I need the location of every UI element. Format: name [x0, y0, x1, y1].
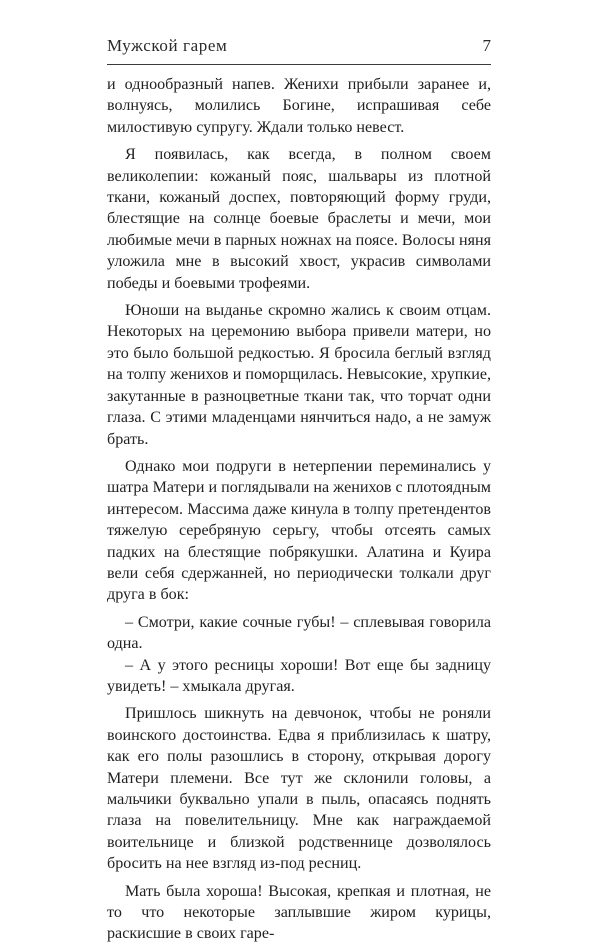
- page-header: [107, 36, 491, 62]
- dialogue-line: – Смотри, какие сочные губы! – сплевывая говорила одна.: [107, 613, 491, 653]
- dialogue-line: – А у этого ресницы хороши! Вот еще бы задницу увидеть! – хмыкала другая.: [107, 656, 491, 695]
- paragraph: Юноши на выданье скромно жались к своим отцам. Некоторых на церемонию выбора привели матери, но это было большой редкостью. Я бросила беглый взгляд на толпу женихов и поморщилась. Невысокие, хрупкие, закутанные в разноцветные ткани так, что торчат одни глаза. С этими младенцами нянчиться надо, а не замуж брать.: [107, 302, 491, 448]
- running-title: Мужской гарем: [107, 36, 228, 55]
- header-rule: [107, 64, 491, 65]
- paragraph: Мать была хороша! Высокая, крепкая и плотная, не то что некоторые заплывшие жиром курицы, раскисшие в своих гаре-: [107, 882, 491, 943]
- page-number: 7: [482, 36, 491, 55]
- body-text: [107, 74, 491, 951]
- paragraph: и однообразный напев. Женихи прибыли заранее и, волнуясь, молились Богине, испрашивая себе милостивую супругу. Ждали только невест.: [107, 76, 491, 136]
- paragraph: Однако мои подруги в нетерпении переминались у шатра Матери и поглядывали на женихов с плотоядным интересом. Массима даже кинула в толпу претендентов тяжелую серебряную серьгу, чтобы отсеять самых падких на блестящие побрякушки. Алатина и Куира вели себя сдержанней, но периодически толкали друг друга в бок:: [107, 457, 491, 604]
- paragraph: Пришлось шикнуть на девчонок, чтобы не роняли воинского достоинства. Едва я приблизилась к шатру, как его полы разошлись в сторону, открывая дорогу Матери племени. Все тут же склонили головы, а мальчики буквально упали в пыль, опасаясь поднять глаза на повелительницу. Мне как награждаемой воительнице и близкой родственнице дозволялось бросить на нее взгляд из-под ресниц.: [107, 705, 491, 873]
- paragraph: Я появилась, как всегда, в полном своем великолепии: кожаный пояс, шальвары из плотной ткани, кожаный доспех, повторяющий форму груди, блестящие на солнце боевые браслеты и мечи, мои любимые мечи в парных ножнах на поясе. Волосы няня уложила мне в высокий хвост, украсив символами победы и боевыми трофеями.: [107, 146, 491, 292]
